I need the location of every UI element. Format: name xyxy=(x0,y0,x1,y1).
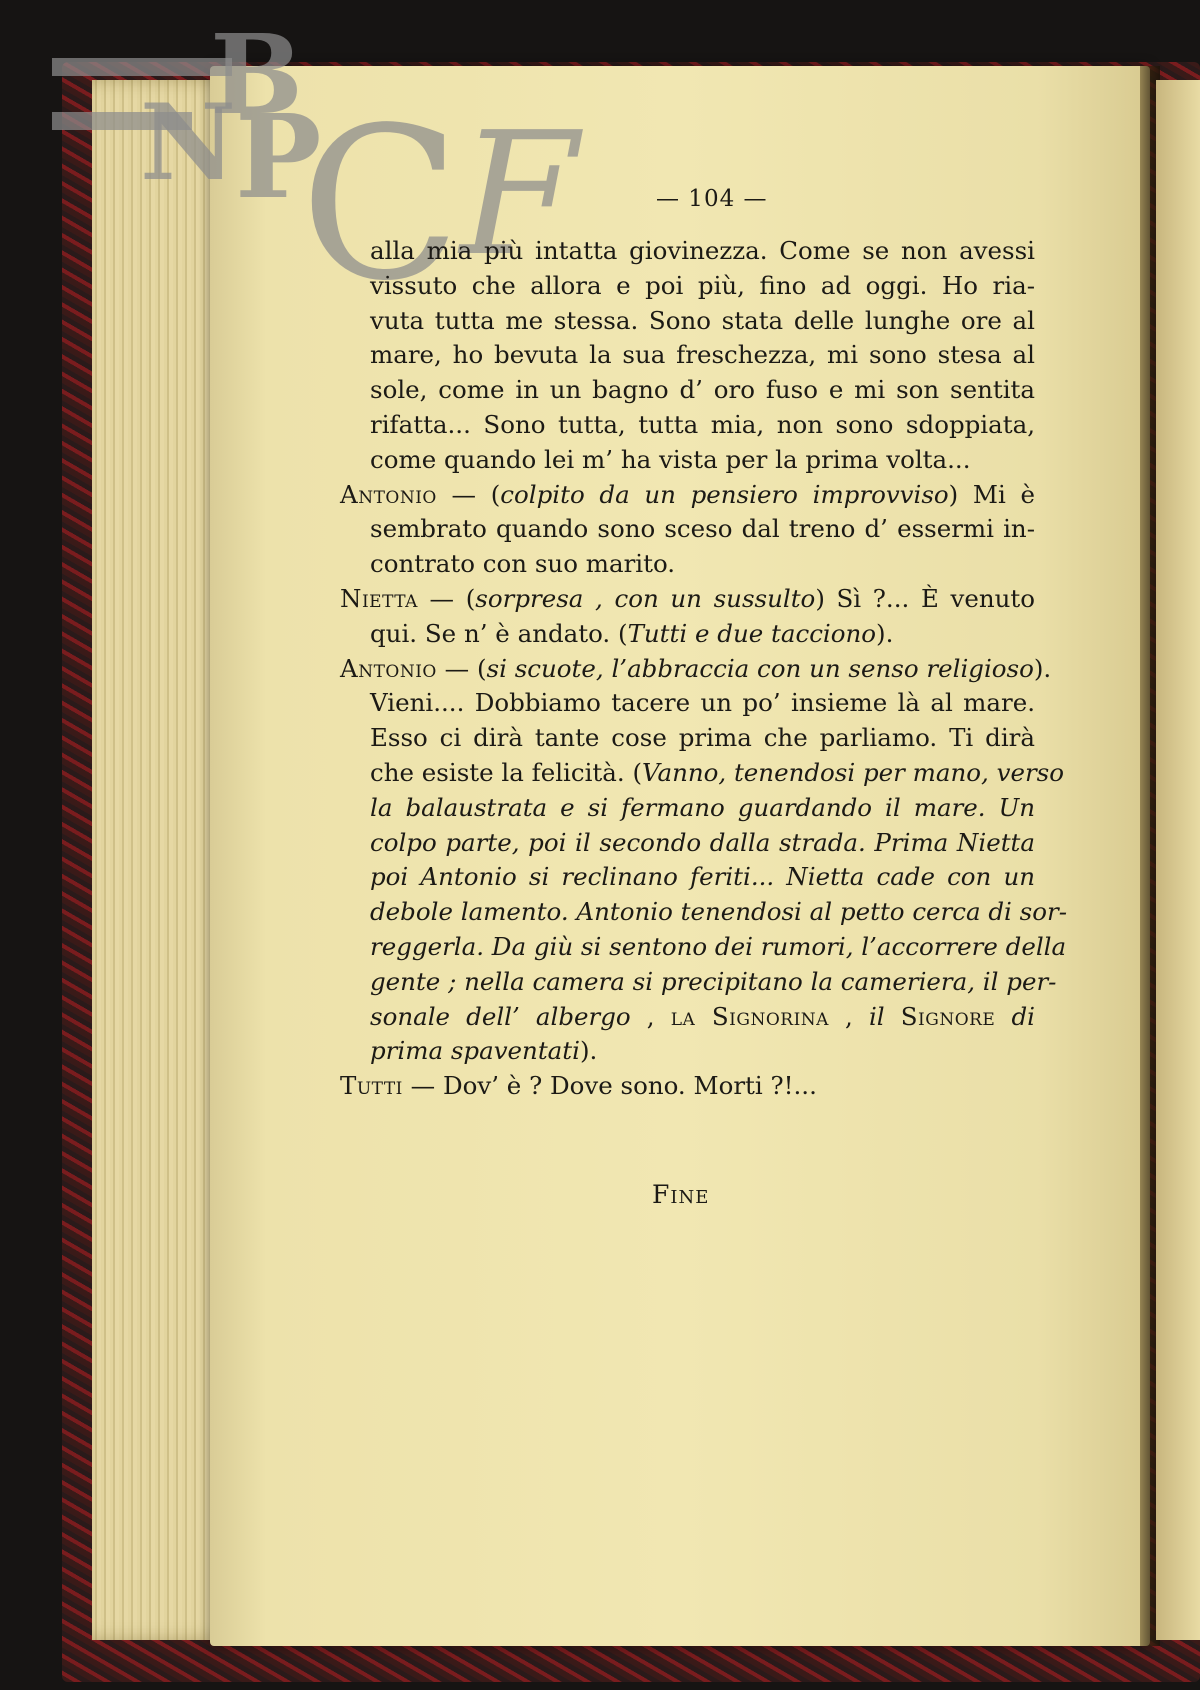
watermark-letter-p: P xyxy=(235,90,322,225)
text-line: mare, ho bevuta la sua freschezza, mi sono stesa al xyxy=(370,340,1035,370)
dialogue-line: Antonio — (si scuote, l’abbraccia con un senso religioso). xyxy=(340,653,1052,683)
page-number: — 104 — xyxy=(656,186,768,212)
stage-direction: sonale dell’ albergo xyxy=(370,1001,631,1031)
stage-direction: si scuote, l’abbraccia con un senso religioso xyxy=(486,653,1034,683)
text-line: vuta tutta me stessa. Sono stata delle lunghe ore al xyxy=(370,305,1035,335)
stage-direction: debole lamento. Antonio tenendosi al petto cerca di sor- xyxy=(370,897,1067,927)
play-text xyxy=(340,234,1067,1104)
text-line: sonale dell’ albergo , la Signorina , il Signore di xyxy=(370,1001,1035,1031)
text-line: prima spaventati). xyxy=(370,1036,598,1066)
watermark-bar xyxy=(52,58,232,76)
end-marker: Fine xyxy=(652,1180,710,1209)
stage-direction: gente ; nella camera si precipitano la cameriera, il per- xyxy=(370,966,1057,996)
speaker-name: Nietta xyxy=(340,583,418,613)
dialogue-line: Tutti — Dov’ è ? Dove sono. Morti ?!... xyxy=(340,1071,817,1101)
text-line: sole, come in un bagno d’ oro fuso e mi son sentita xyxy=(370,375,1035,405)
dialogue-line: Nietta — (sorpresa , con un sussulto) Sì ?... È venuto xyxy=(340,583,1035,613)
watermark-letter-f: F xyxy=(460,96,578,294)
text-line: Vieni.... Dobbiamo tacere un po’ insieme là al mare. xyxy=(370,688,1035,718)
dialogue-line: Antonio — (colpito da un pensiero improvviso) Mi è xyxy=(340,479,1036,509)
stage-direction: colpo parte, poi il secondo dalla strada. Prima Nietta xyxy=(370,827,1035,857)
stage-direction: prima spaventati xyxy=(370,1036,580,1066)
stage-direction: poi Antonio si reclinano feriti... Nietta cade con un xyxy=(370,862,1035,892)
stage-direction: reggerla. Da giù si sentono dei rumori, l’accorrere della xyxy=(370,931,1067,961)
text-line: alla mia più intatta giovinezza. Come se non avessi xyxy=(370,236,1035,265)
watermark-letter-n: N xyxy=(140,80,236,204)
watermark-letter-b: B xyxy=(210,10,303,139)
watermark-letter-c: C xyxy=(300,82,461,327)
speaker-name: Tutti xyxy=(340,1071,403,1101)
text-line: contrato con suo marito. xyxy=(370,549,676,579)
stage-direction: la balaustrata e si fermano guardando il mare. Un xyxy=(370,792,1035,822)
stage-direction: Tutti e due tacciono xyxy=(627,618,877,648)
text-line: Esso ci dirà tante cose prima che parliamo. Ti dirà xyxy=(370,723,1035,753)
stage-direction: sorpresa , con un sussulto xyxy=(475,583,816,613)
speaker-name: Antonio xyxy=(340,653,437,683)
text-line xyxy=(340,860,1035,895)
text-line xyxy=(340,791,1035,826)
speaker-name: Antonio xyxy=(340,479,437,509)
facing-page-edge xyxy=(1156,80,1200,1640)
text-line xyxy=(340,826,1035,861)
text-line xyxy=(340,965,1057,1000)
text-line: che esiste la felicità. (Vanno, tenendosi per mano, verso xyxy=(370,757,1064,787)
text-line xyxy=(340,895,1067,930)
text-line xyxy=(340,930,1067,965)
stage-direction: Vanno, tenendosi per mano, verso xyxy=(642,757,1064,787)
text-line: qui. Se n’ è andato. (Tutti e due tacciono). xyxy=(370,618,894,648)
stage-direction: colpito da un pensiero improvviso xyxy=(500,479,949,509)
text-line: vissuto che allora e poi più, fino ad oggi. Ho ria- xyxy=(370,270,1035,300)
text-line: come quando lei m’ ha vista per la prima volta... xyxy=(370,444,971,474)
text-line: sembrato quando sono sceso dal treno d’ essermi in- xyxy=(370,514,1035,544)
text-line: rifatta... Sono tutta, tutta mia, non sono sdoppiata, xyxy=(370,409,1035,439)
speaker-name: Signore xyxy=(900,1001,996,1031)
speaker-name: la Signorina xyxy=(670,1001,829,1031)
